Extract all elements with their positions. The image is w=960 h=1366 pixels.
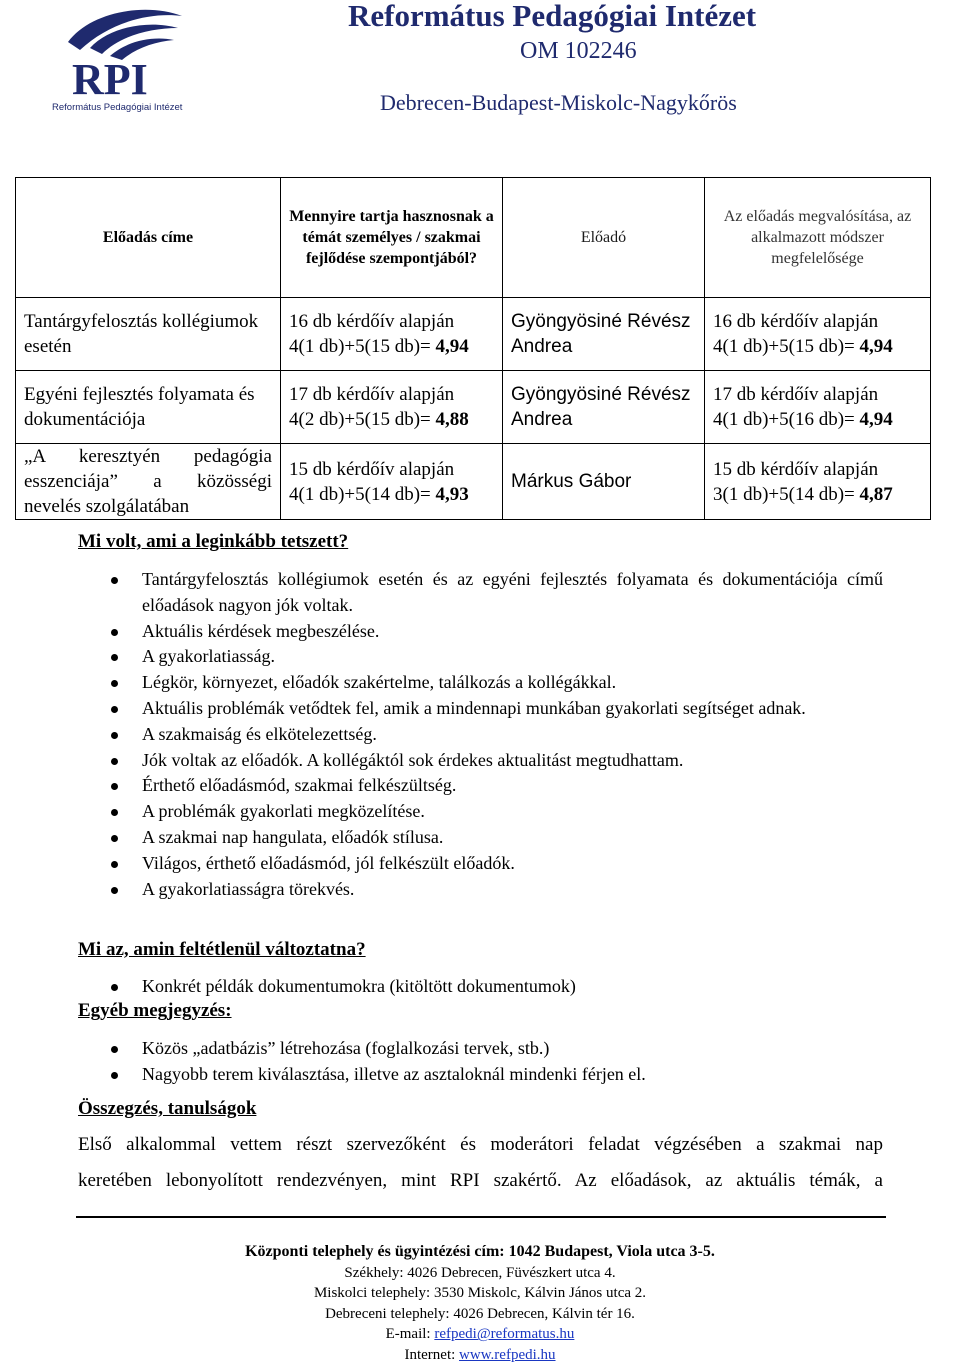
row-method: [705, 371, 931, 444]
method-score: 4,94: [859, 336, 893, 357]
evaluation-table: [15, 177, 931, 520]
row-presenter: Márkus Gábor: [503, 444, 705, 520]
summary-line1: Első alkalommal vettem részt szervezőként és moderátori feladat végzésében a szakmai nap: [78, 1134, 883, 1155]
footer-miskolc: Miskolci telephely: 3530 Miskolc, Kálvin János utca 2.: [313, 1285, 647, 1302]
liked-heading: Mi volt, ami a leginkább tetszett?: [78, 531, 349, 552]
list-item: Érthető előadásmód, szakmai felkészültség.: [78, 773, 883, 799]
summary-heading: Összegzés, tanulságok: [78, 1098, 257, 1119]
method-formula: 4(1 db)+5(15 db)=: [713, 336, 860, 357]
relevance-formula: 4(1 db)+5(14 db)=: [289, 483, 436, 505]
rpi-logo: [50, 4, 190, 112]
row-presenter: Gyöngyösiné Révész Andrea: [503, 371, 705, 444]
list-item: Konkrét példák dokumentumokra (kitöltött dokumentumok): [78, 974, 883, 1000]
email-label: E-mail:: [385, 1326, 435, 1343]
relevance-count: 15 db kérdőív alapján: [289, 458, 455, 480]
footer: [0, 1242, 960, 1366]
org-name: Református Pedagógiai Intézet: [348, 0, 757, 33]
method-count: 17 db kérdőív alapján: [713, 384, 879, 405]
list-item: Nagyobb terem kiválasztása, illetve az asztaloknál mindenki férjen el.: [78, 1062, 883, 1088]
footer-debrecen: Debreceni telephely: 4026 Debrecen, Kálvin tér 16.: [325, 1305, 635, 1322]
list-item: Közös „adatbázis” létrehozása (foglalkozási tervek, stb.): [78, 1036, 883, 1062]
other-list: [78, 1036, 883, 1088]
summary-line2: keretében lebonyolított rendezvényen, mint RPI szakértő. Az előadások, az aktuális témák, a: [78, 1170, 883, 1191]
email-link[interactable]: refpedi@reformatus.hu: [434, 1326, 575, 1343]
relevance-score: 4,94: [435, 336, 469, 357]
header-title: Előadás címe: [16, 178, 281, 298]
list-item: Aktuális problémák vetődtek fel, amik a mindennapi munkában gyakorlati segítséget adnak.: [78, 696, 883, 722]
relevance-formula: 4(1 db)+5(15 db)=: [289, 336, 436, 357]
change-list: [78, 974, 883, 1000]
footer-central: Központi telephely és ügyintézési cím: 1042 Budapest, Viola utca 3-5.: [245, 1243, 715, 1260]
header-relevance: Mennyire tartja hasznosnak a témát személyes / szakmai fejlődése szempontjából?: [281, 178, 503, 298]
method-score: 4,94: [859, 409, 893, 430]
row-title-line2: nevelés szolgálatában: [24, 496, 190, 517]
list-item: A szakmai nap hangulata, előadók stílusa.: [78, 825, 883, 851]
footer-web-line: [0, 1345, 960, 1366]
relevance-formula: 4(2 db)+5(15 db)=: [289, 409, 436, 430]
footer-divider: [76, 1216, 886, 1218]
list-item: Aktuális kérdések megbeszélése.: [78, 619, 883, 645]
relevance-score: 4,88: [435, 409, 469, 430]
table-row: [16, 444, 931, 520]
row-title: Tantárgyfelosztás kollégiumok esetén: [16, 298, 281, 371]
relevance-count: 16 db kérdőív alapján: [289, 311, 455, 332]
liked-list: [78, 567, 883, 902]
list-item: A gyakorlatiasságra törekvés.: [78, 877, 883, 903]
row-title: [16, 444, 281, 520]
logo-caption: Református Pedagógiai Intézet: [52, 102, 183, 112]
web-label: Internet:: [404, 1346, 460, 1363]
relevance-score: 4,93: [435, 483, 469, 505]
list-item: Jók voltak az előadók. A kollégáktól sok érdekes aktualitást megtudhattam.: [78, 748, 883, 774]
logo-text: RPI: [72, 55, 148, 104]
table-row: [16, 371, 931, 444]
header-method: Az előadás megvalósítása, az alkalmazott módszer megfelelősége: [705, 178, 931, 298]
method-score: 4,87: [859, 483, 893, 505]
row-relevance: [281, 371, 503, 444]
list-item: Tantárgyfelosztás kollégiumok esetén és az egyéni fejlesztés folyamata és dokumentációja című előadások nagyon jók voltak.: [78, 567, 883, 619]
footer-email-line: [0, 1324, 960, 1345]
header-presenter: Előadó: [503, 178, 705, 298]
row-method: [705, 444, 931, 520]
relevance-count: 17 db kérdőív alapján: [289, 384, 455, 405]
row-presenter: Gyöngyösiné Révész Andrea: [503, 298, 705, 371]
org-locations: Debrecen-Budapest-Miskolc-Nagykőrös: [380, 90, 737, 115]
method-formula: 4(1 db)+5(16 db)=: [713, 409, 860, 430]
web-link[interactable]: www.refpedi.hu: [459, 1346, 556, 1363]
table-header-row: [16, 178, 931, 298]
list-item: Légkör, környezet, előadók szakértelme, találkozás a kollégákkal.: [78, 670, 883, 696]
other-heading: Egyéb megjegyzés:: [78, 1000, 232, 1021]
method-count: 16 db kérdőív alapján: [713, 311, 879, 332]
list-item: A problémák gyakorlati megközelítése.: [78, 799, 883, 825]
list-item: Világos, érthető előadásmód, jól felkészült előadók.: [78, 851, 883, 877]
org-om: OM 102246: [520, 38, 637, 64]
method-formula: 3(1 db)+5(14 db)=: [713, 483, 860, 505]
method-count: 15 db kérdőív alapján: [713, 458, 879, 480]
row-relevance: [281, 444, 503, 520]
row-relevance: [281, 298, 503, 371]
footer-seat: Székhely: 4026 Debrecen, Füvészkert utca 4.: [344, 1264, 616, 1281]
row-title-line1: „A keresztyén pedagógia esszenciája” a közösségi: [24, 446, 272, 492]
list-item: A szakmaiság és elkötelezettség.: [78, 722, 883, 748]
row-method: [705, 298, 931, 371]
list-item: A gyakorlatiasság.: [78, 644, 883, 670]
change-heading: Mi az, amin feltétlenül változtatna?: [78, 939, 366, 960]
table-row: [16, 298, 931, 371]
row-title: Egyéni fejlesztés folyamata és dokumentációja: [16, 371, 281, 444]
